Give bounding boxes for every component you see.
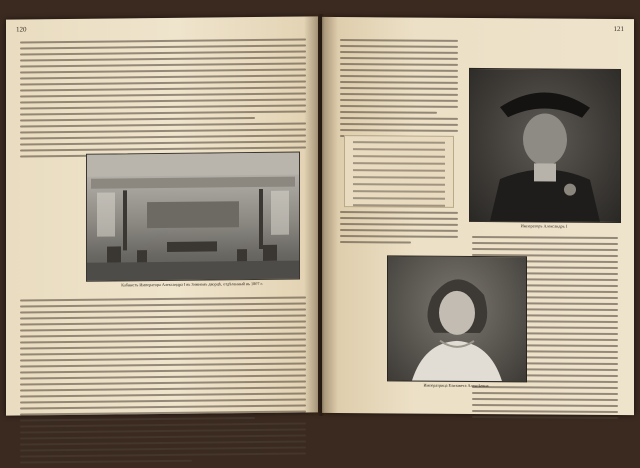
portrait-elizabeth-alexeievna (387, 255, 527, 382)
right-page (322, 17, 634, 415)
portrait-lady-illustration (388, 256, 526, 381)
book-gutter (304, 14, 338, 416)
right-text-column-top (340, 39, 458, 142)
poem-inset (344, 135, 454, 208)
right-text-column-mid (340, 211, 458, 248)
left-text-bottom (20, 296, 306, 467)
page-number-right: 121 (613, 24, 624, 34)
figure-caption-left: Кабинетъ Императора Александра I въ Зимнемъ дворцѣ, отдѣланный въ 1807 г. (121, 280, 263, 288)
left-page (6, 16, 318, 415)
page-number-left: 120 (16, 25, 27, 34)
portrait2-caption: Императрица Елизавета Алексѣевна (423, 382, 489, 389)
portrait-officer-illustration (470, 69, 620, 222)
portrait-alexander-i (469, 68, 621, 223)
palace-interior-illustration (87, 153, 299, 281)
portrait1-caption: Императоръ Александръ I (520, 223, 568, 229)
figure-palace-interior (86, 152, 300, 282)
left-text-top (20, 38, 306, 161)
